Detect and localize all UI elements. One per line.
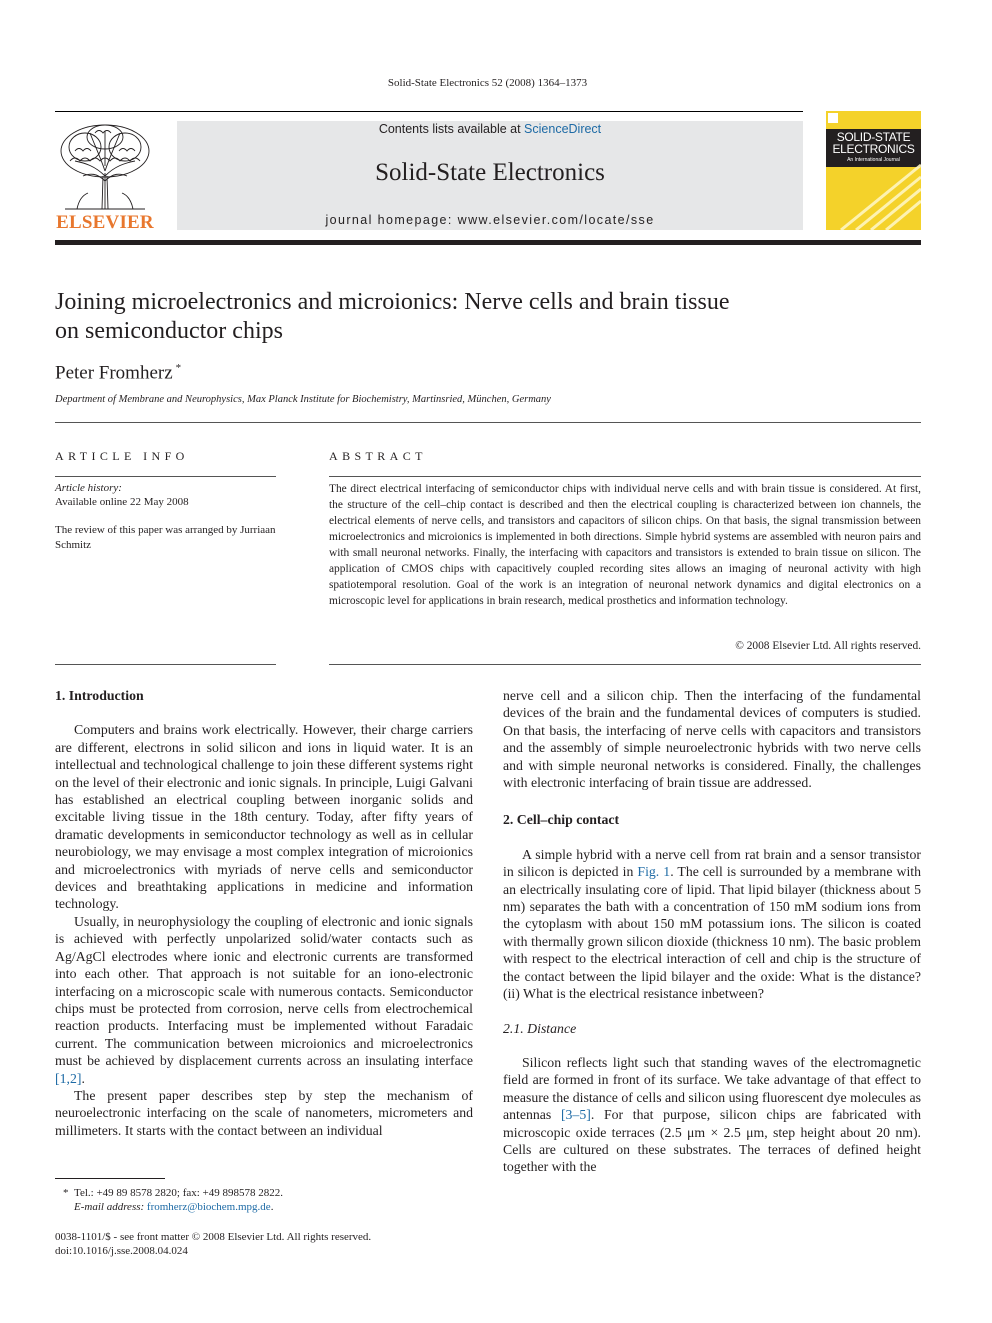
author-footnote-mark[interactable]: * xyxy=(175,362,182,374)
section-1-paragraph-2-text: Usually, in neurophysiology the coupling of electronic and ionic signals is achieved with perfectly unpolarized solid/water contacts such as Ag/AgCl electrodes where ionic and electronic currents are transformed into each other. That approach is not suitable for an iono-electronic interfacing on a microscopic scale with numerous contacts. Semiconductor chips must be protected from corrosion, nerve cells from electrochemical reaction products. Interfacing must be implemented without Faradaic current. The communication between microionics and microelectronics must be achieved by displacement currents across an insulating interface xyxy=(55,913,473,1069)
header-rule xyxy=(55,111,803,112)
affiliation: Department of Membrane and Neurophysics, Max Planck Institute for Biochemistry, Martinsried, München, Germany xyxy=(55,394,551,405)
section-2-paragraph-1 xyxy=(503,846,921,1003)
contents-line xyxy=(177,122,803,136)
article-title-line1: Joining microelectronics and microionics: Nerve cells and brain tissue xyxy=(55,289,730,315)
footnote-email-line xyxy=(55,1200,473,1214)
contents-prefix: Contents lists available at xyxy=(378,122,525,136)
footnote-email-end: . xyxy=(270,1201,274,1213)
section-2-1-heading: 2.1. Distance xyxy=(503,1020,577,1036)
article-info-rule-bottom xyxy=(55,664,276,665)
cover-subtitle: An International Journal xyxy=(847,157,900,163)
cover-stripes xyxy=(826,111,921,230)
sciencedirect-link[interactable]: ScienceDirect xyxy=(524,122,602,136)
issn-line: 0038-1101/$ - see front matter © 2008 Elsevier Ltd. All rights reserved. xyxy=(55,1231,372,1243)
footnote-email-label: E-mail address: xyxy=(74,1201,145,1213)
abstract-text: The direct electrical interfacing of semiconductor chips with individual nerve cells and with brain tissue is considered. At first, the structure of the cell–chip contact is described and then the electrical coupling is characterized between ion channels, the electrical elements of nerve cells, and transistors and capacitors of silicon chips. On that basis, the signal transmission between microelectronics and microionics is implemented in both directions. Simple hybrid systems are assembled with neuron pairs and with small neuronal networks. Finally, the interfacing with capacitors and transistors is extended to brain tissue on silicon. The application of CMOS chips with capacitively coupled recording sites allows an imaging of neuronal activity with high spatiotemporal resolution. Goal of the work is an integration of neuronal network dynamics and digital electronics on a microscopic level for applications in brain research, medical prosthetics and information technology. xyxy=(329,483,921,607)
section-1-heading: 1. Introduction xyxy=(55,688,144,703)
cover-title: SOLID-STATE ELECTRONICS xyxy=(832,130,915,156)
section-2-1-paragraph-1 xyxy=(503,1054,921,1176)
abstract-rule-bottom xyxy=(329,664,921,665)
footnote-mark: * xyxy=(63,1187,69,1199)
section-1-paragraph-1: Computers and brains work electrically. However, their charge carriers are different, electrons in solid silicon and ions in liquid water. It is an intellectual and technological challenge to join these different systems right on the level of their electronic and ionic signals. In principle, Luigi Galvani has established an electrical coupling between inorganic solids and excitable living tissue in the 18th century. Today, after fifty years of dramatic developments in semiconductor technology as well as in cellular neurobiology, we may envisage a most complex integration of microionics and microelectronics with myriads of nerve cells and semiconductor devices and breathtaking applications in medicine and information technology. xyxy=(55,722,473,912)
footnote-email-link[interactable]: fromherz@biochem.mpg.de xyxy=(146,1201,271,1213)
section-2-paragraph-1-text-b: . The cell is surrounded by a membrane with an electrically insulating core of lipid. That lipid bilayer (thickness about 5 nm) separates the bath with a concentration of 150 mM sodium ions from the cytoplasm with about 150 mM potassium ions. The silicon is coated with thermally grown silicon dioxide (thickness 10 nm). The basic problem with respect to the electrical interaction of cell and chip is the structure of the contact between the lipid bilayer and the oxide: What is the distance? (ii) What is the electrical resistance inbetween? xyxy=(503,864,922,1002)
body-right-column xyxy=(503,687,921,1176)
section-1-paragraph-2-end: . xyxy=(81,1070,85,1086)
section-2-1-paragraph-1-text-b: . For that purpose, silicon chips are fabricated with microscopic oxide terraces (2.5 μm × 2.5 μm, step height about 20 nm). Cells are cultured on these substrates. The terraces of defined height together with the xyxy=(503,1107,921,1175)
article-title xyxy=(55,288,835,346)
section-2-1-paragraph-1-text-a: Silicon reflects light such that standing waves of the electromagnetic field are formed in front of its surface. We take advantage of that effect to measure the distance of cells and silicon using fluorescent dye molecules as antennas xyxy=(503,1054,921,1123)
article-history-label: Article history: xyxy=(55,482,122,494)
publisher-wordmark: ELSEVIER xyxy=(56,212,154,233)
article-info-rule-top xyxy=(55,476,276,477)
figure-link[interactable]: Fig. 1 xyxy=(637,864,671,880)
abstract-copyright: © 2008 Elsevier Ltd. All rights reserved. xyxy=(735,640,921,652)
footnote-tel: Tel.: +49 89 8578 2820; fax: +49 898578 2822. xyxy=(74,1187,284,1199)
journal-reference: Solid-State Electronics 52 (2008) 1364–1373 xyxy=(387,77,588,89)
doi-line[interactable]: doi:10.1016/j.sse.2008.04.024 xyxy=(55,1245,188,1257)
section-2-paragraph-1-text-a: A simple hybrid with a nerve cell from rat brain and a sensor transistor in silicon is depicted in xyxy=(503,846,921,880)
journal-homepage[interactable]: journal homepage: www.elsevier.com/locate/sse xyxy=(325,213,655,227)
article-info-heading: ARTICLE INFO xyxy=(55,449,189,463)
review-note: The review of this paper was arranged by Jurriaan Schmitz xyxy=(55,524,276,551)
abstract-rule-top xyxy=(329,476,921,477)
journal-banner xyxy=(177,121,803,230)
header-thick-rule xyxy=(55,240,921,245)
journal-cover xyxy=(826,111,921,230)
abstract-heading: ABSTRACT xyxy=(329,449,427,463)
elsevier-logo xyxy=(55,121,155,233)
footnote-rule xyxy=(55,1178,165,1179)
title-rule xyxy=(55,422,921,423)
section-1-paragraph-2 xyxy=(55,913,473,1087)
citation-link[interactable]: [1,2] xyxy=(55,1070,82,1086)
article-history-value: Available online 22 May 2008 xyxy=(55,496,189,508)
author xyxy=(55,362,181,384)
elsevier-tree-icon xyxy=(55,121,155,211)
section-1-continuation: nerve cell and a silicon chip. Then the interfacing of the fundamental devices of the brain and the fundamental devices of computers is studied. On that basis, the interfacing of nerve cells with capacitors and transistors and the assembly of simple neuroelectronic hybrids with two nerve cells and with simple neuronal networks is considered. Finally, the challenges with electronic interfacing of brain tissue are addressed. xyxy=(503,688,921,791)
author-name[interactable]: Peter Fromherz xyxy=(55,362,173,384)
footnote-contact xyxy=(55,1186,473,1200)
article-title-line2: on semiconductor chips xyxy=(55,318,283,344)
section-2-heading: 2. Cell–chip contact xyxy=(503,812,620,828)
section-1-paragraph-3: The present paper describes step by step the mechanism of neuroelectronic interfacing on the scale of nanometers, micrometers and millimeters. It starts with the contact between an individual xyxy=(55,1087,473,1138)
citation-link[interactable]: [3–5] xyxy=(560,1107,591,1123)
author-footnote xyxy=(55,1186,473,1214)
journal-title: Solid-State Electronics xyxy=(375,159,605,186)
body-left-column xyxy=(55,687,473,1139)
